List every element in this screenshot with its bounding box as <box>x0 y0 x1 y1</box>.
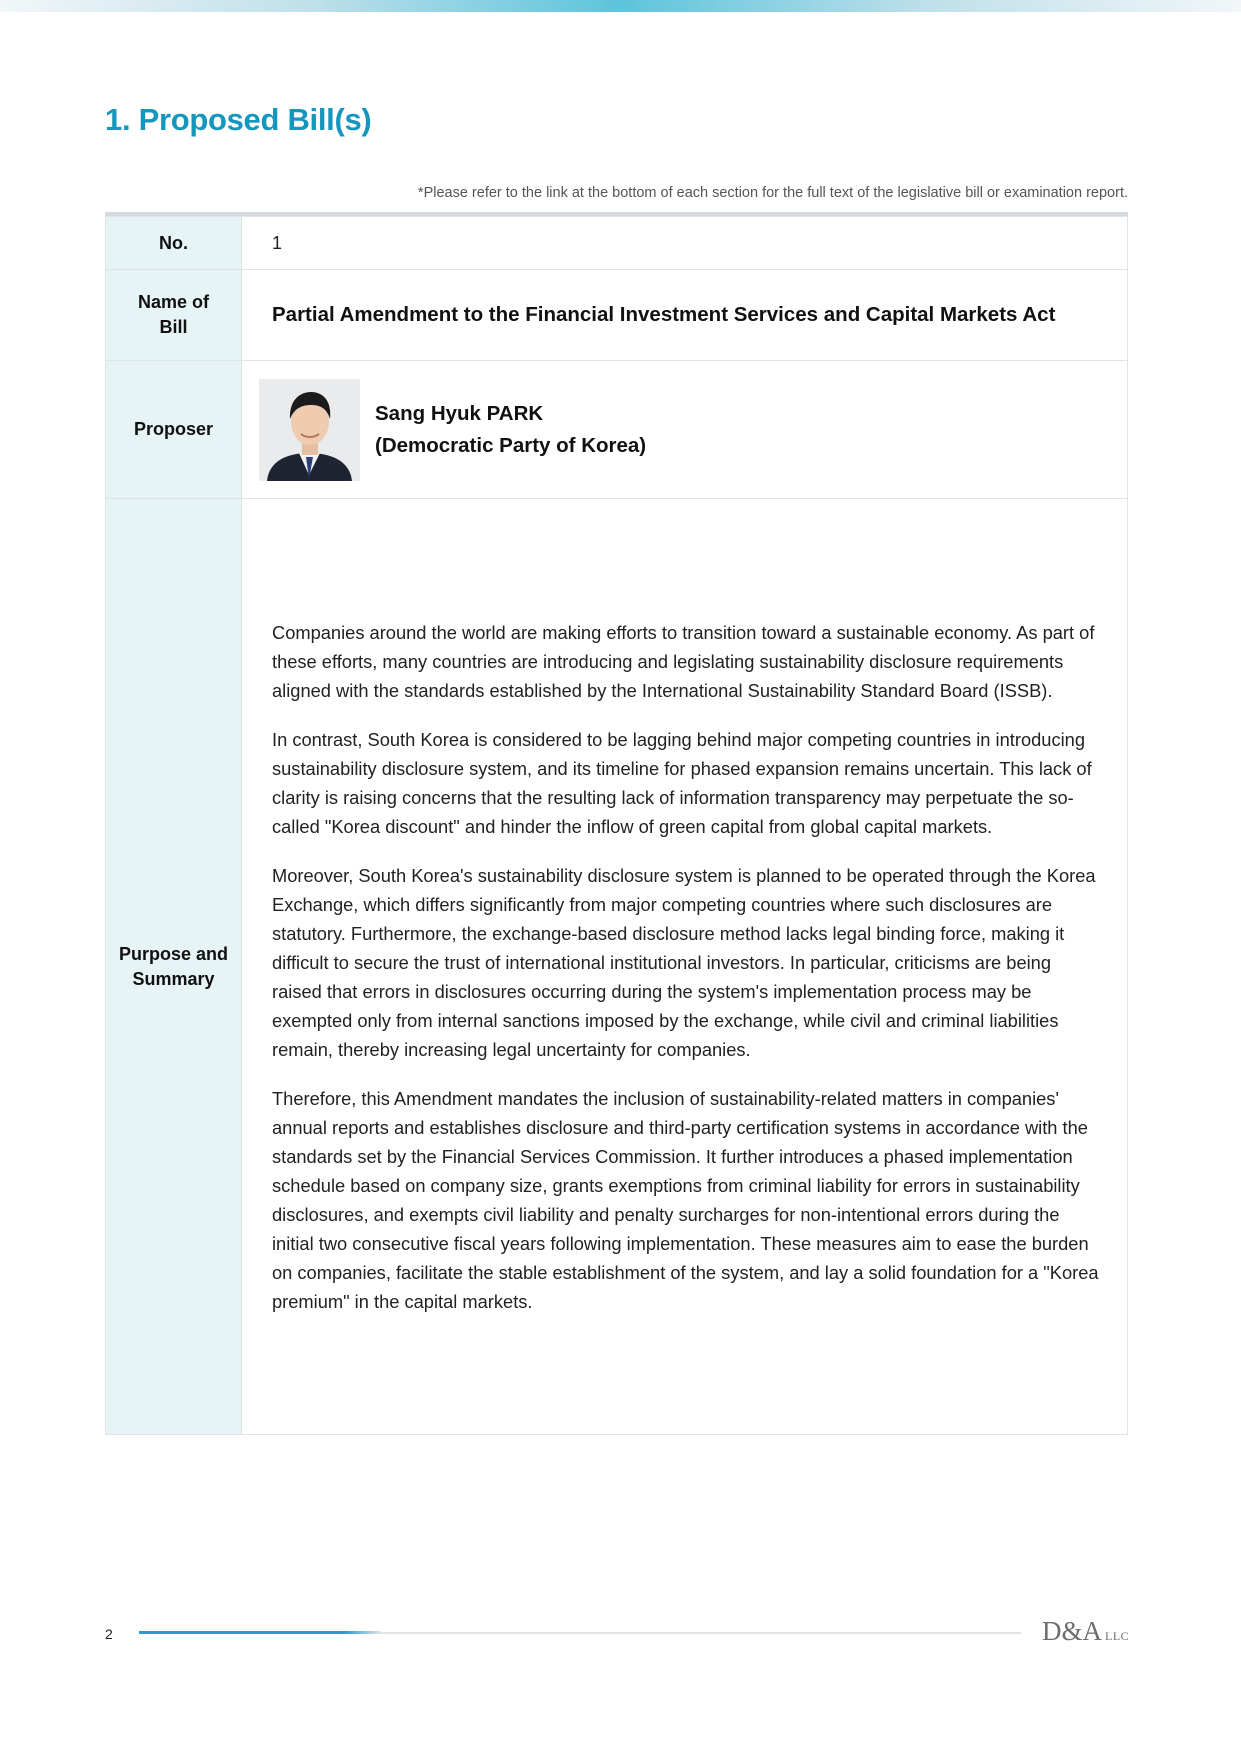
firm-logo <box>1042 1616 1129 1647</box>
label-name-of-bill <box>106 270 242 361</box>
label-purpose-line1: Purpose and <box>118 943 229 964</box>
label-purpose-summary <box>106 499 242 1435</box>
row-purpose-summary <box>106 499 1128 1435</box>
reference-note: *Please refer to the link at the bottom of each section for the full text of the legislative bill or examination report. <box>417 185 1128 201</box>
section-title: 1. Proposed Bill(s) <box>105 102 372 137</box>
summary-cell <box>242 499 1128 1435</box>
logo-text: D&A <box>1042 1616 1102 1646</box>
proposer-photo <box>259 379 360 481</box>
footer-divider-accent <box>139 1631 381 1634</box>
proposer-portrait-icon <box>259 379 360 481</box>
summary-paragraph-2: In contrast, South Korea is considered to be lagging behind major competing countries in introducing sustainability disclosure system, and its timeline for phased expansion remains uncertain. This lack of clarity is raising concerns that the resulting lack of information transparency may perpetuate the so-called "Korea discount" and hinder the inflow of green capital from global capital markets. <box>272 728 1092 837</box>
bill-name-cell <box>242 270 1128 361</box>
label-purpose-line2: Summary <box>132 968 215 989</box>
summary-paragraph-3: Moreover, South Korea's sustainability disclosure system is planned to be operated through the Korea Exchange, which differs significantly from major competing countries where such disclosures are statutory. Furthermore, the exchange-based disclosure method lacks legal binding force, making it difficult to secure the trust of international institutional investors. In particular, criticisms are being raised that errors in disclosures occurring during the system's implementation process may be exempted only from internal sanctions imposed by the exchange, while civil and criminal liabilities remain, thereby increasing legal uncertainty for companies. <box>272 864 1096 1060</box>
label-no: No. <box>106 217 242 270</box>
page-number: 2 <box>105 1626 113 1642</box>
proposer-text <box>375 398 646 462</box>
logo-suffix: LLC <box>1105 1629 1130 1643</box>
bill-name: Partial Amendment to the Financial Investment Services and Capital Markets Act <box>272 303 1056 326</box>
proposer-info <box>259 379 1101 481</box>
label-name-line2: Bill <box>159 317 188 337</box>
row-number <box>106 217 1128 270</box>
proposer-cell <box>242 361 1128 499</box>
bill-number: 1 <box>242 217 1128 270</box>
label-proposer: Proposer <box>106 361 242 499</box>
proposer-name: Sang Hyuk PARK <box>375 401 544 425</box>
top-gradient-bar <box>0 0 1241 12</box>
summary-paragraph-1: Companies around the world are making efforts to transition toward a sustainable economy. As part of these efforts, many countries are introducing and legislating sustainability disclosure requirements aligned with the standards established by the International Sustainability Standard Board (ISSB). <box>272 621 1095 701</box>
summary-paragraph-4: Therefore, this Amendment mandates the inclusion of sustainability-related matters in companies' annual reports and establishes disclosure and third-party certification systems in accordance with the standards set by the Financial Services Commission. It further introduces a phased implementation schedule based on company size, grants exemptions from criminal liability for errors in sustainability disclosures, and exempts civil liability and penalty surcharges for non-intentional errors during the initial two consecutive fiscal years following implementation. These measures aim to ease the burden on companies, facilitate the stable establishment of the system, and lay a solid foundation for a "Korea premium" in the capital markets. <box>272 1087 1099 1312</box>
row-proposer <box>106 361 1128 499</box>
proposer-party: (Democratic Party of Korea) <box>375 433 647 457</box>
row-bill-name <box>106 270 1128 361</box>
bill-table <box>105 212 1128 1435</box>
label-name-line1: Name of <box>137 292 209 312</box>
